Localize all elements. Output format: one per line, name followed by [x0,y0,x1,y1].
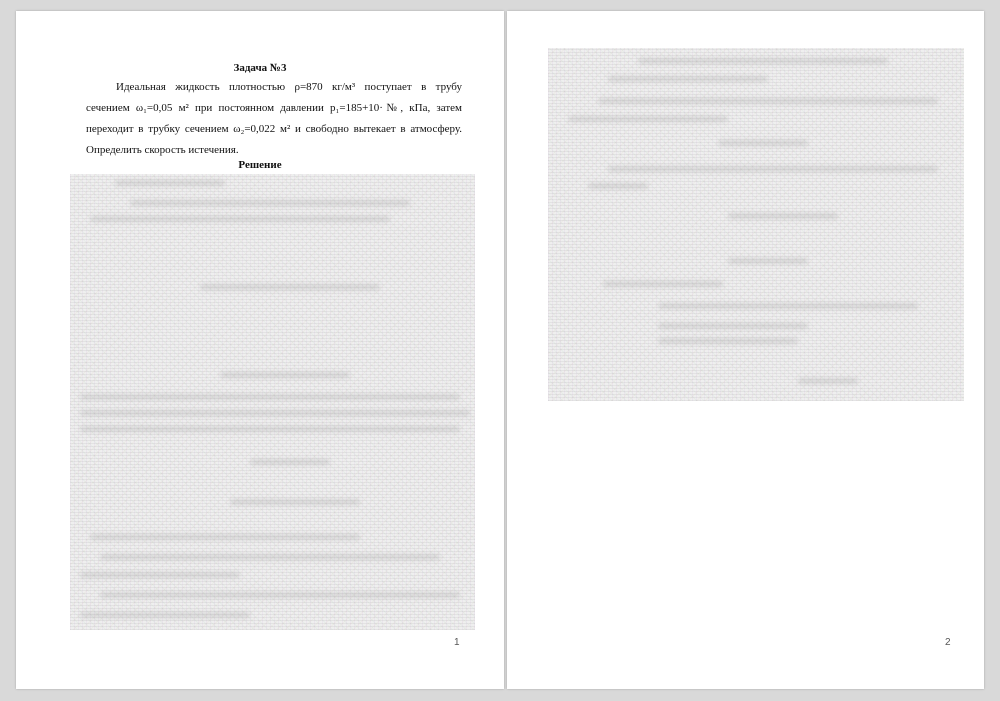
page-number: 2 [945,637,951,648]
obscured-solution-image [548,48,964,401]
problem-statement [86,77,462,161]
problem-line-1: Идеальная жидкость плотностью ρ=870 кг/м³ поступает в трубу [116,81,462,93]
obscured-solution-image [70,174,475,630]
problem-line-3: переходит в трубку сечением ω₂=0,022 м² и свободно вытекает в атмосферу. [86,123,462,135]
solution-heading: Решение [238,159,282,171]
problem-line-4: Определить скорость истечения. [86,144,239,156]
page-number: 1 [454,637,460,648]
problem-line-2: сечением ω₁=0,05 м² при постоянном давлении p₁=185+10·№, кПа, затем [86,102,462,114]
document-page-2 [507,11,984,689]
problem-title: Задача №3 [233,62,287,74]
document-page-1 [16,11,504,689]
